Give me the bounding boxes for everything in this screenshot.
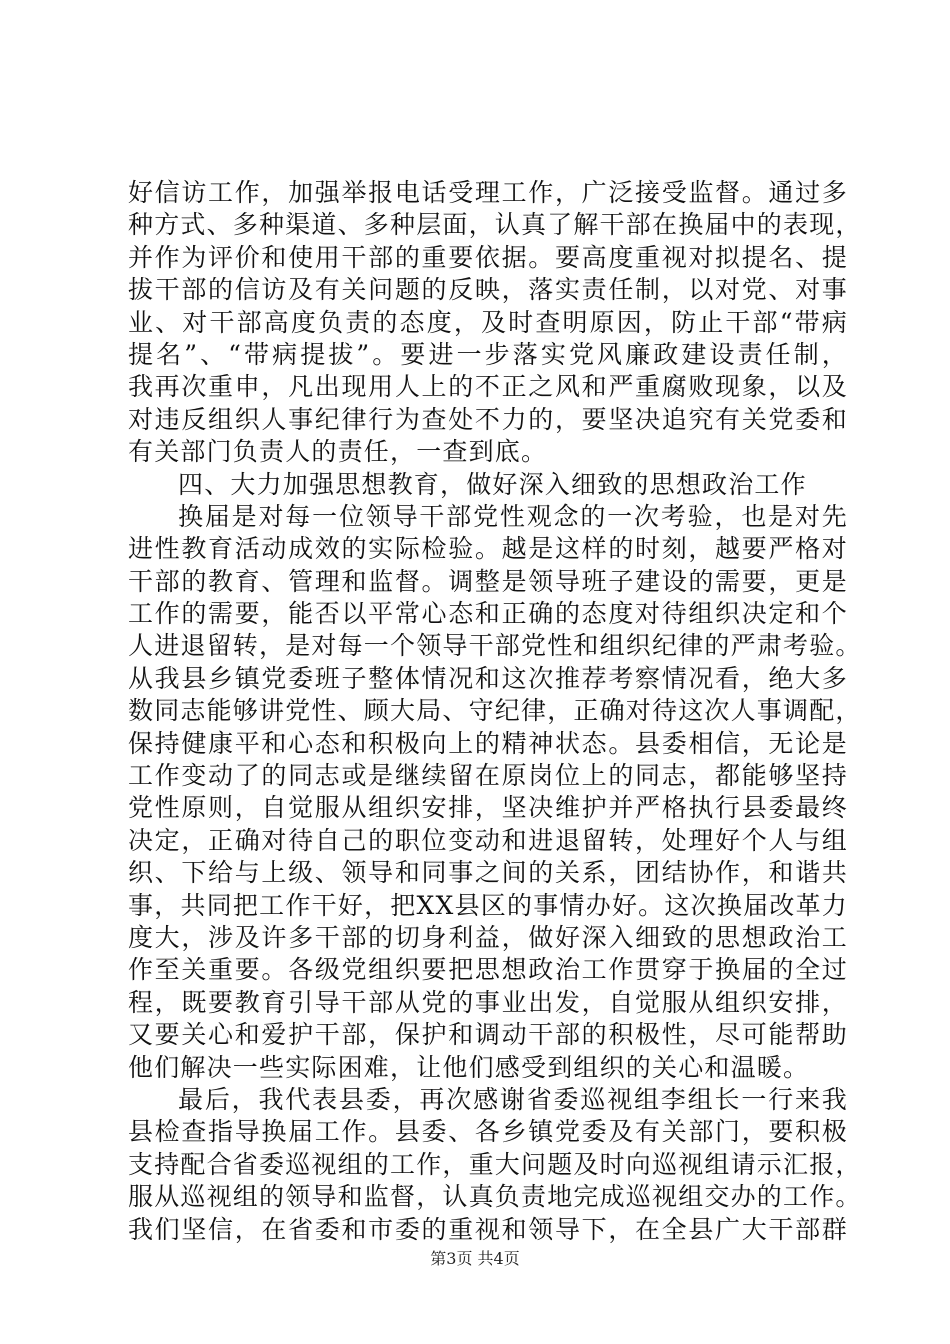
text-line: 从我县乡镇党委班子整体情况和这次推荐考察情况看，绝大多 <box>128 663 848 693</box>
paragraph-first-line: 换届是对每一位领导干部党性观念的一次考验，也是对先 <box>178 501 848 531</box>
text-line: 数同志能够讲党性、顾大局、守纪律，正确对待这次人事调配， <box>128 696 862 726</box>
text-line: 工作的需要，能否以平常心态和正确的态度对待组织决定和个 <box>128 599 848 629</box>
text-line: 又要关心和爱护干部，保护和调动干部的积极性，尽可能帮助 <box>128 1020 848 1050</box>
text-line: 拔干部的信访及有关问题的反映，落实责任制，以对党、对事 <box>128 275 848 305</box>
text-line: 并作为评价和使用干部的重要依据。要高度重视对拟提名、提 <box>128 242 848 272</box>
text-line: 工作变动了的同志或是继续留在原岗位上的同志，都能够坚持 <box>128 761 848 791</box>
text-line: 人进退留转，是对每一个领导干部党性和组织纪律的严肃考验。 <box>128 631 862 661</box>
text-line: 作至关重要。各级党组织要把思想政治工作贯穿于换届的全过 <box>128 955 848 985</box>
text-line: 对违反组织人事纪律行为查处不力的，要坚决追究有关党委和 <box>128 404 848 434</box>
paragraph-first-line: 最后，我代表县委，再次感谢省委巡视组李组长一行来我 <box>178 1084 848 1114</box>
text-line: 党性原则，自觉服从组织安排，坚决维护并严格执行县委最终 <box>128 793 848 823</box>
section-heading: 四、大力加强思想教育，做好深入细致的思想政治工作 <box>178 469 807 499</box>
page-footer: 第3页 共4页 <box>430 1249 520 1268</box>
text-line: 有关部门负责人的责任，一查到底。 <box>128 437 548 467</box>
text-line: 服从巡视组的领导和监督，认真负责地完成巡视组交办的工作。 <box>128 1182 862 1212</box>
text-line: 支持配合省委巡视组的工作，重大问题及时向巡视组请示汇报， <box>128 1149 862 1179</box>
text-line: 保持健康平和心态和积极向上的精神状态。县委相信，无论是 <box>128 728 848 758</box>
text-line: 织、下给与上级、领导和同事之间的关系，团结协作，和谐共 <box>128 858 848 888</box>
text-line: 我们坚信，在省委和市委的重视和领导下，在全县广大干部群 <box>128 1214 848 1244</box>
text-line: 种方式、多种渠道、多种层面，认真了解干部在换届中的表现， <box>128 210 862 240</box>
text-line: 他们解决一些实际困难，让他们感受到组织的关心和温暖。 <box>128 1052 810 1082</box>
text-line: 干部的教育、管理和监督。调整是领导班子建设的需要，更是 <box>128 566 848 596</box>
text-line: 好信访工作，加强举报电话受理工作，广泛接受监督。通过多 <box>128 178 848 207</box>
text-line: 度大，涉及许多干部的切身利益，做好深入细致的思想政治工 <box>128 922 848 952</box>
text-line: 事，共同把工作干好，把XX县区的事情办好。这次换届改革力 <box>128 890 848 920</box>
text-line: 进性教育活动成效的实际检验。越是这样的时刻，越要严格对 <box>128 534 848 564</box>
text-line: 决定，正确对待自己的职位变动和进退留转，处理好个人与组 <box>128 825 848 855</box>
text-line: 程，既要教育引导干部从党的事业出发，自觉服从组织安排， <box>128 987 848 1017</box>
text-line: 业、对干部高度负责的态度，及时查明原因，防止干部“带病 <box>128 307 848 337</box>
text-line: 提名”、“带病提拔”。要进一步落实党风廉政建设责任制， <box>128 339 848 369</box>
text-line: 县检查指导换届工作。县委、各乡镇党委及有关部门，要积极 <box>128 1117 848 1147</box>
text-line: 我再次重申，凡出现用人上的不正之风和严重腐败现象，以及 <box>128 372 848 402</box>
body-text <box>128 177 862 1246</box>
